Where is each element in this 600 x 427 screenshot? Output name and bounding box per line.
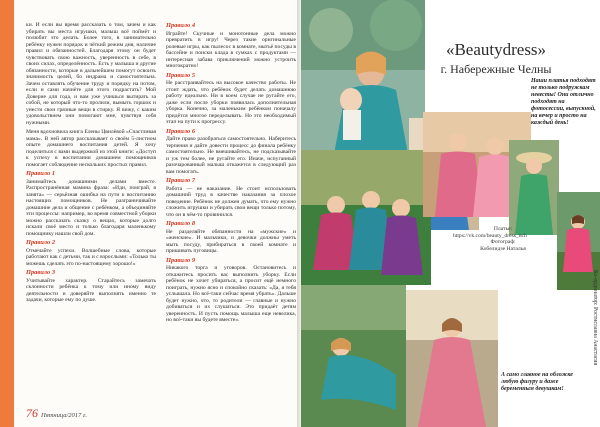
issue-label: Пятница/2017 г. — [41, 412, 87, 419]
brand-title: «Beautydress» — [445, 40, 547, 59]
rule-6-title: Правило 6 — [166, 127, 196, 135]
page-footer — [26, 406, 87, 421]
photo-group-sitting — [301, 150, 431, 285]
credits — [453, 226, 553, 252]
orange-edge-bar — [0, 0, 14, 427]
right-page — [301, 0, 600, 427]
rule-9-text: Никакого торга и уговоров. Остановитесь и откажитесь просить вас выполнить уборку. Если ребёнок не хочет убираться, а просит ещё немного поиграть, нужно ясно и спокойно сказать: «Да, я тебя услышала. Но всё-таки сейчас время убрать». Дальше будет нужно, что, то родители — главные и нужно добиваться и их слушаться. Это придаёт детям уверенность. И пусть помощь малыша еще невелика, но всё-таки вы будете вместе». — [166, 265, 296, 323]
vertical-credit: Ко-ординатор: Ростиславна Анастасия — [592, 270, 598, 366]
rule-6-text: Дайте право разобраться самостоятельно. Наберитесь терпения и дайте довести процесс до финала ребёнку самостоятельно. Не вмешивайтесь, не подсказывайте и уж тем более, не ругайте его. Иначе, испуганный разочарованный малыш откажется в следующий раз вам помогать. — [166, 136, 296, 175]
rule-9-title: Правило 9 — [166, 256, 196, 264]
photo-mother-baby — [301, 0, 425, 170]
rule-8-title: Правило 8 — [166, 220, 196, 227]
page-number: 76 — [26, 406, 38, 420]
credit-dress-label: Платье: — [493, 226, 513, 232]
rule-5-text: Не расстраивайтесь на высокое качество работы. Не стоит ждать, что ребёнок будет делать домашнюю работу идеально. Ни в коем случае не ругайте его, даже если после уборки появилась дополнительная уборка. Конечно, за маленьким ребёнком поначалу придётся многое переделывать. Но это необходимый этап на пути к прогрессу. — [166, 80, 296, 125]
credit-dress-link: https://vk.com/beauty_dress_nch — [453, 232, 527, 239]
rule-7-text: Работа — не наказание. Не стоит использовать домашний труд в качестве наказания за плохое поведение. Ребёнок не должен думать, что ему нужно сложить игрушки и убирать свои вещи только потому, что он в чём-то провинился. — [166, 185, 296, 218]
headline — [426, 40, 566, 77]
rule-3-text: Учитывайте характер. Старайтесь замечать склонности ребёнка к тому или иному виду деятельности и доверяйте выполнять именно те задачи, которые ему по душе. — [26, 277, 156, 303]
rule-1-title: Правило 1 — [26, 170, 56, 177]
rule-3-title: Правило 3 — [26, 269, 56, 276]
bottom-caption: А само главное на обложке любую фигуру и даже беременным девушкам! — [501, 372, 573, 392]
intro-paragraph-1: ки. И если вы время рассказать о том, зачем и как убирать вы места игрушки, малыш всё поймёт и полюбит это делать. Более того, в занимательно ребёнку нужен порядок и чёткий режим дня, наличие правил и обязанностей. Благодаря этому он будет чувствовать свою важность, уверенность в себе, в своих силах, определённость. Есть у малыша и другие обязанности, которые в дальнейшем помогут освоить значимость целей, бо индрама и самостоятельна. Зачем оставлять обучение труду и порядку на потом, если и сами начнёте для этого подрастать? Мой Доверие для года, и вам уже учишься вытирать за собой, не который что-то пролили, вымыть горшок и унести свои грязные вещи в стирку. Я вижу, с каким удовольствием они помогают мне, чувствуя себя нужными. — [26, 22, 157, 126]
rule-2-title: Правило 2 — [26, 239, 56, 246]
credit-photographer-label: Фотограф: — [490, 239, 516, 246]
photo-girl-field — [406, 290, 498, 427]
city-subtitle: г. Набережные Челны — [440, 62, 552, 76]
rule-8-text: Не разделяйте обязанности на «мужские» и «женские». И мальчики, и девочки должны уметь мыть посуду, прибираться в своей комнате и пришивать пуговицы. — [166, 228, 296, 254]
rule-4-title: Правило 4 — [166, 22, 196, 29]
rule-1-text: Занимайтесь домашними делами вместе. Распространённая мамина фраза: «Иди, поиграй, я занята» — серьёзная ошибка на пути к воспитанию настоящих помощников. Не разграничивайте домашние дела и общение с ребёнком, а объединяйте эти процессы: например, во время совместной уборки можно рассказать сказку о вещах, которые долго искали своё место и только благодаря маленькому помощнику нашли свой дом. — [26, 178, 156, 237]
rule-2-text: Отмечайте успехи. Волшебные слова, которые работают как с детьми, так и с взрослыми: «Только ты можешь сделать это по-настоящему хорошо!» — [26, 247, 156, 267]
credit-photographer-name: Кобелидзе Наталья — [480, 245, 526, 252]
photo-woman-hat — [509, 140, 559, 235]
rule-4-text: Играйте! Скучные и монотонные дела можно превратить в игру! Через такие оригинальные ролевые игры, как пылесос в комнате, мытьё посуды в бассейне и поиски клада в сумках с продуктами — интересная забава приключений можно устроить многократно! — [166, 30, 296, 69]
photo-woman-lying — [301, 285, 406, 427]
side-caption: Наши платья подходят не только подружкам невесты! Они отлично подходят на фотосессии, выпускной, на вечер и просто на каждый день! — [531, 78, 596, 126]
rule-5-title: Правило 5 — [166, 71, 196, 79]
rule-7-title: Правило 7 — [166, 177, 196, 184]
intro-paragraph-2: Меня вдохновила книга Елены Цвилёвой «Счастливая мама». В ней автор рассказывает о своём 5-листном опыте домашнего воспитания детей. Я хочу поделиться с вами выдержкой из этой книги: «Доступ к успеху в воспитании домашнем помощников помогает соблюдение нескольких простых правил. — [26, 129, 156, 168]
left-page — [14, 0, 297, 427]
column-1 — [26, 22, 156, 307]
column-2 — [166, 22, 296, 327]
